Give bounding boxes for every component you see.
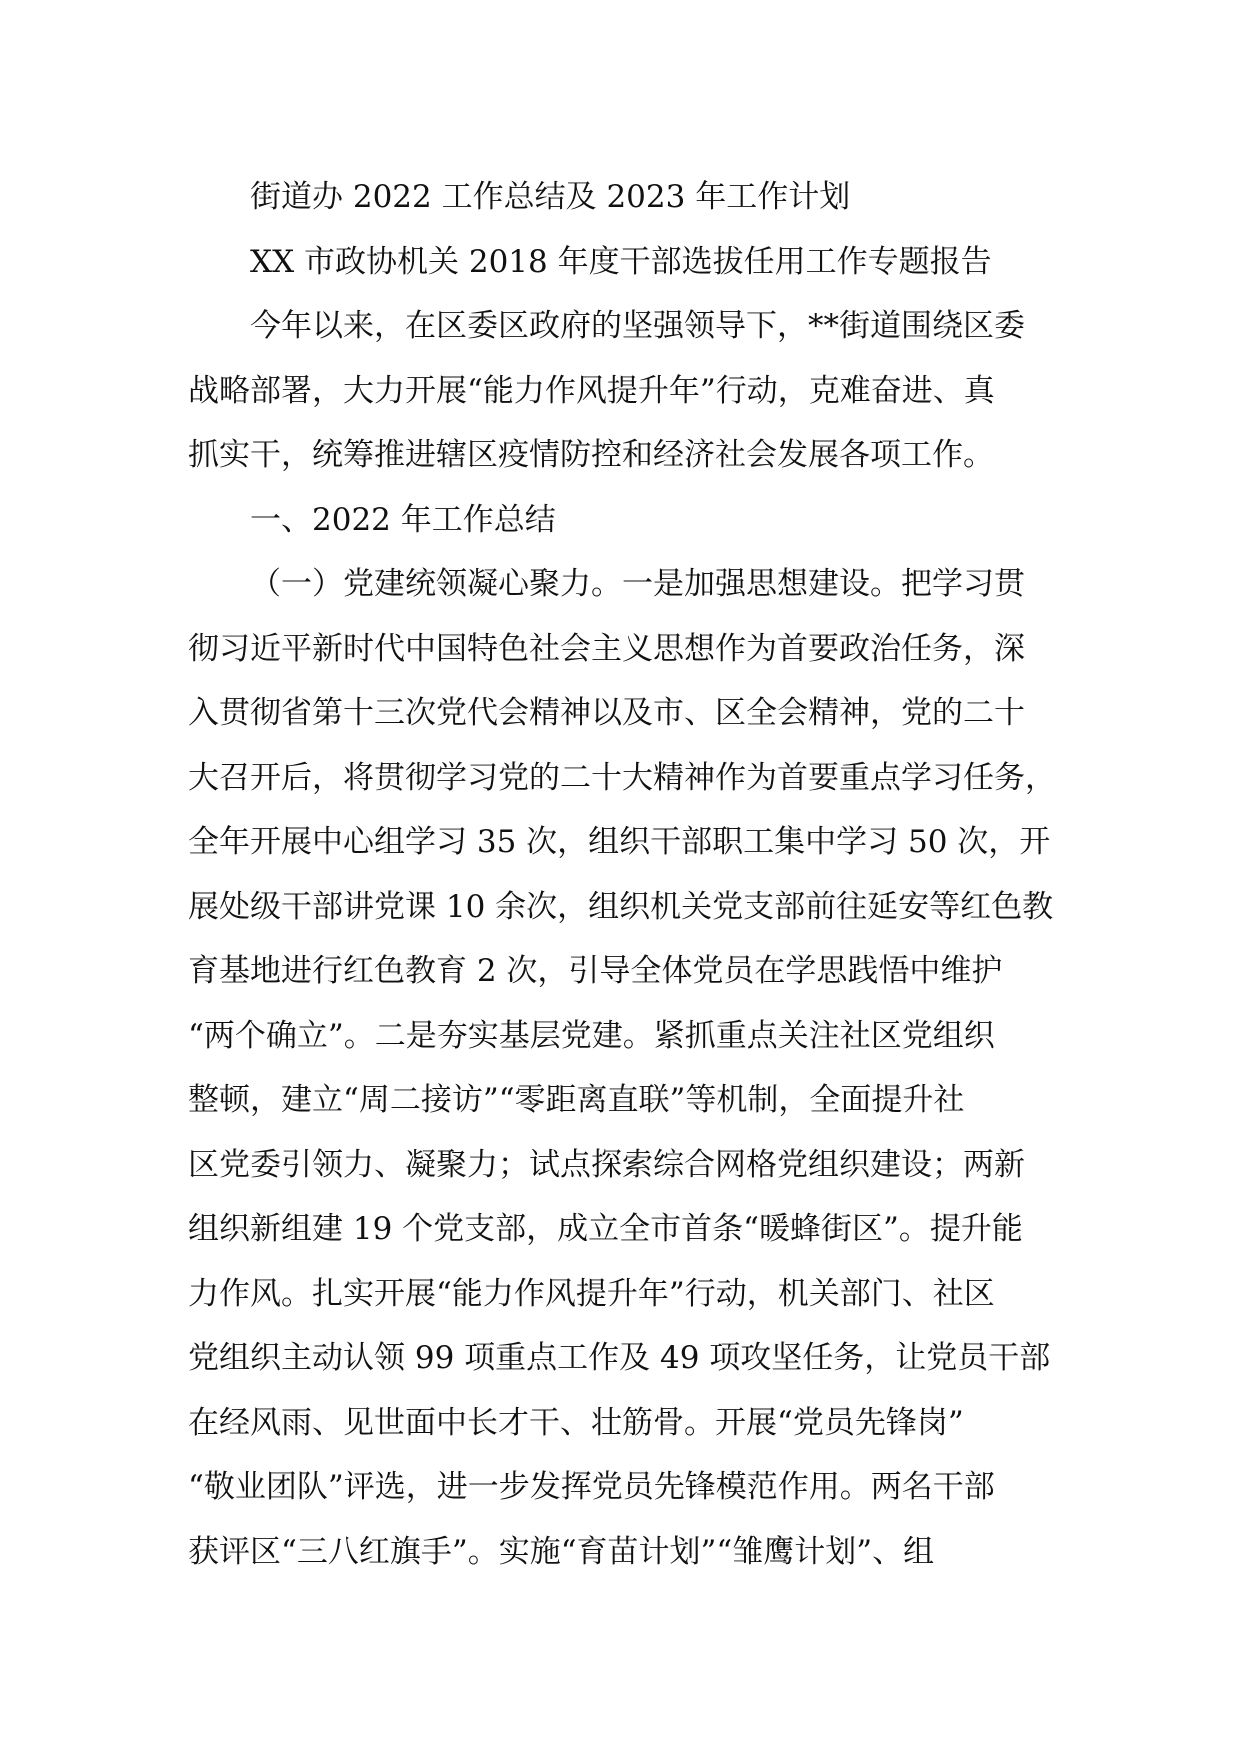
section-heading: 一、2022 年工作总结 [250, 501, 556, 538]
document-title: 街道办 2022 工作总结及 2023 年工作计划 [250, 179, 851, 215]
paragraph-line: 育基地进行红色教育 2 次，引导全体党员在学思践悟中维护 [188, 953, 1003, 989]
paragraph-line: “敬业团队”评选，进一步发挥党员先锋模范作用。两名干部 [188, 1469, 995, 1505]
paragraph-line: 展处级干部讲党课 10 余次，组织机关党支部前往延安等红色教 [188, 888, 1054, 925]
paragraph-line: 获评区“三八红旗手”。实施“育苗计划”“雏鹰计划”、组 [188, 1533, 935, 1570]
paragraph-line: “两个确立”。二是夯实基层党建。紧抓重点关注社区党组织 [188, 1017, 995, 1054]
paragraph-line: 战略部署，大力开展“能力作风提升年”行动，克难奋进、真 [188, 372, 995, 409]
paragraph-line: 今年以来，在区委区政府的坚强领导下，**街道围绕区委 [250, 308, 1025, 344]
paragraph-line: 力作风。扎实开展“能力作风提升年”行动，机关部门、社区 [188, 1275, 995, 1312]
paragraph-line: 入贯彻省第十三次党代会精神以及市、区全会精神，党的二十 [188, 695, 1025, 731]
paragraph-line: 抓实干，统筹推进辖区疫情防控和经济社会发展各项工作。 [188, 437, 994, 473]
paragraph-line: 全年开展中心组学习 35 次，组织干部职工集中学习 50 次，开 [188, 824, 1051, 860]
paragraph-line: 大召开后，将贯彻学习党的二十大精神作为首要重点学习任务， [188, 759, 1056, 796]
paragraph-line: 整顿，建立“周二接访”“零距离直联”等机制，全面提升社 [188, 1082, 965, 1118]
paragraph-line: 党组织主动认领 99 项重点工作及 49 项攻坚任务，让党员干部 [188, 1340, 1051, 1376]
paragraph-line: 组织新组建 19 个党支部，成立全市首条“暖蜂街区”。提升能 [188, 1211, 1023, 1247]
document-body [188, 165, 1068, 1584]
document-subtitle: XX 市政协机关 2018 年度干部选拔任用工作专题报告 [250, 243, 992, 280]
paragraph-line: 在经风雨、见世面中长才干、壮筋骨。开展“党员先锋岗” [188, 1404, 964, 1441]
paragraph-line: 彻习近平新时代中国特色社会主义思想作为首要政治任务，深 [188, 630, 1025, 667]
paragraph-line: （一）党建统领凝心聚力。一是加强思想建设。把学习贯 [250, 566, 1025, 602]
paragraph-line: 区党委引领力、凝聚力；试点探索综合网格党组织建设；两新 [188, 1146, 1025, 1183]
